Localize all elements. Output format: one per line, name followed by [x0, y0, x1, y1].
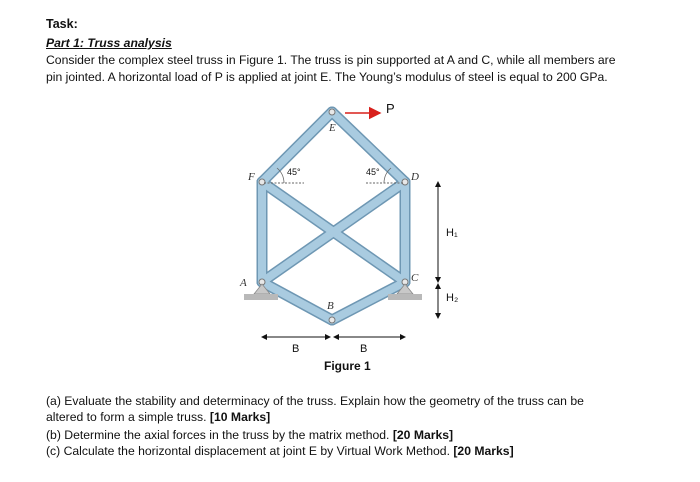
- question-a-text: altered to form a simple truss.: [46, 410, 210, 424]
- task-heading: Task:: [46, 17, 78, 31]
- label-P: P: [386, 101, 395, 116]
- part-heading: Part 1: Truss analysis: [46, 36, 172, 50]
- intro-line-1: Consider the complex steel truss in Figure 1. The truss is pin supported at A and C, while all members are: [46, 53, 616, 67]
- label-B: B: [327, 300, 334, 312]
- joint-B: [329, 317, 335, 323]
- intro-line-2: pin jointed. A horizontal load of P is applied at joint E. The Young’s modulus of steel is equal to 200 GPa.: [46, 70, 608, 84]
- figure-caption: Figure 1: [324, 359, 371, 373]
- question-a-line-2: [46, 409, 270, 425]
- joint-D: [402, 179, 408, 185]
- angle-label-right: 45°: [366, 167, 380, 177]
- dim-label-H1: H₁: [446, 227, 458, 239]
- joint-E: [329, 109, 335, 115]
- label-C: C: [411, 272, 419, 284]
- question-b-marks: [20 Marks]: [392, 428, 454, 442]
- question-a-marks: [10 Marks]: [209, 410, 271, 424]
- label-A: A: [240, 277, 247, 289]
- question-c: [46, 443, 514, 459]
- label-E: E: [329, 122, 336, 134]
- label-D: D: [411, 171, 419, 183]
- question-a-line-1: (a) Evaluate the stability and determinacy of the truss. Explain how the geometry of the truss can be: [46, 394, 584, 408]
- joint-F: [259, 179, 265, 185]
- question-b-text: (b) Determine the axial forces in the truss by the matrix method.: [46, 428, 393, 442]
- dim-label-B-left: B: [292, 343, 300, 355]
- question-b: [46, 427, 453, 443]
- dim-label-H2: H₂: [446, 292, 459, 304]
- dim-label-B-right: B: [360, 343, 368, 355]
- question-c-text: (c) Calculate the horizontal displacement at joint E by Virtual Work Method.: [46, 444, 454, 458]
- question-c-marks: [20 Marks]: [453, 444, 514, 458]
- angle-label-left: 45°: [287, 167, 301, 177]
- label-F: F: [248, 171, 255, 183]
